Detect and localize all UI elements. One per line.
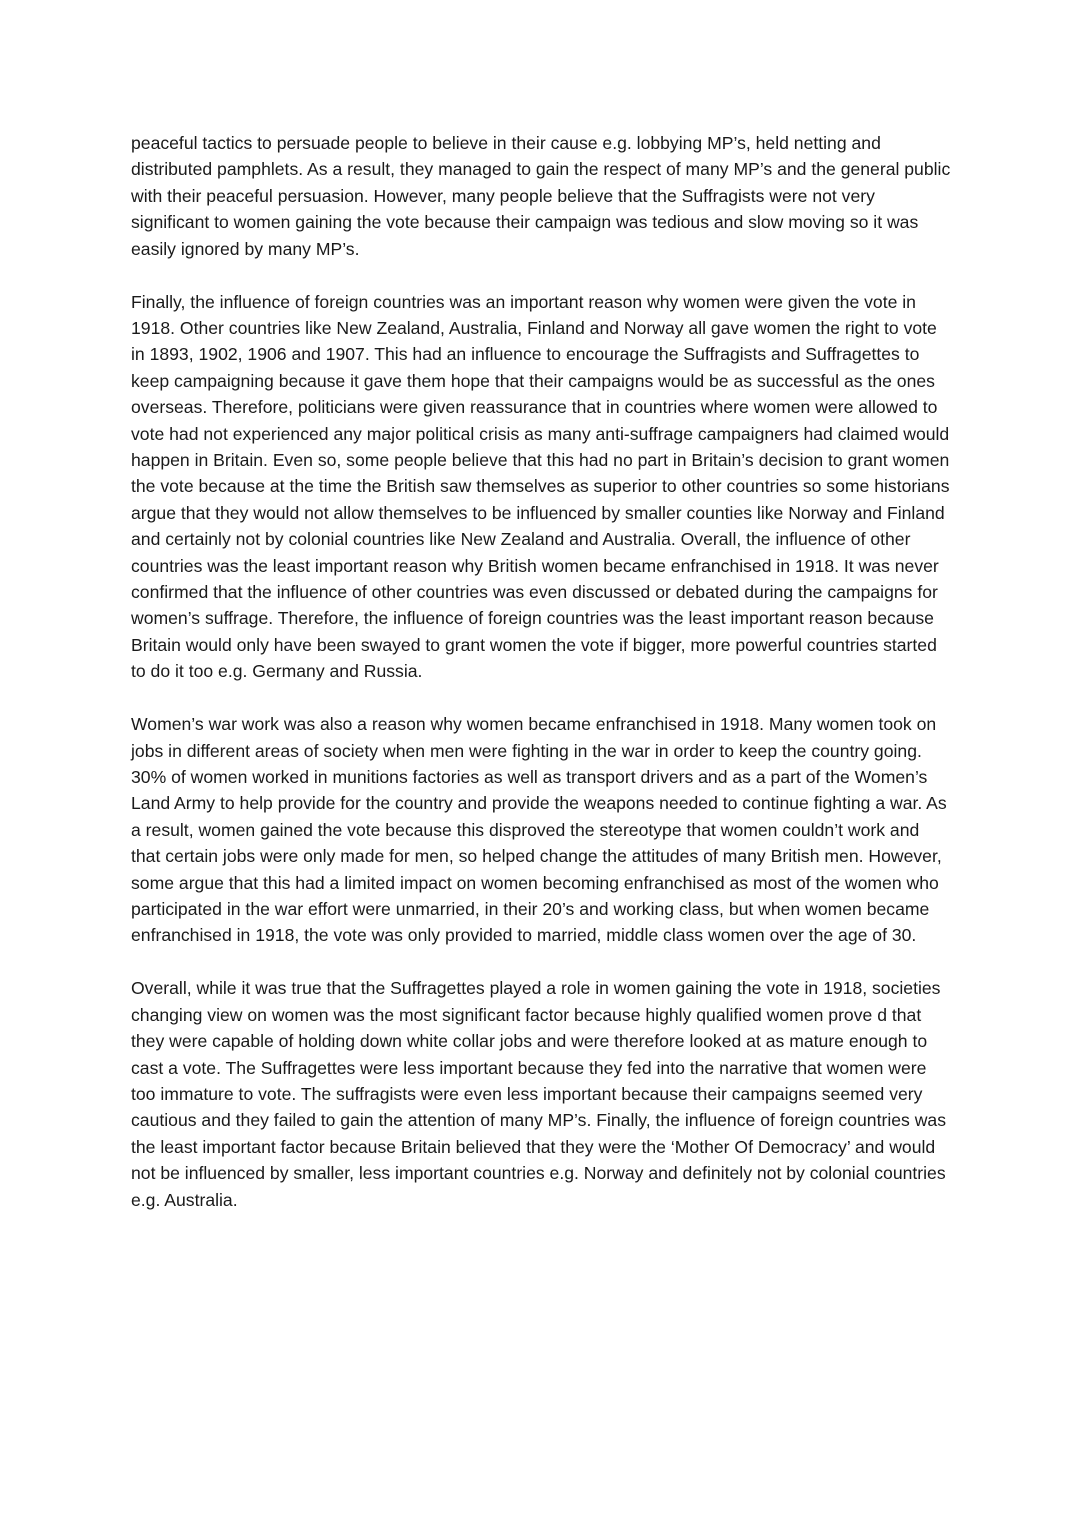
paragraph-suffragists: peaceful tactics to persuade people to believe in their cause e.g. lobbying MP’s, held netting and distributed pamphlets. As a result, they managed to gain the respect of many MP’s and the general public with their peaceful persuasion. However, many people believe that the Suffragists were not very significant to women gaining the vote because their campaign was tedious and slow moving so it was easily ignored by many MP’s. [131,133,951,259]
paragraph-war-work: Women’s war work was also a reason why women became enfranchised in 1918. Many women took on jobs in different areas of society when men were fighting in the war in order to keep the country going. 30% of women worked in munitions factories as well as transport drivers and as a part of the Women’s Land Army to help provide for the country and provide the weapons needed to continue fighting a war. As a result, women gained the vote because this disproved the stereotype that women couldn’t work and that certain jobs were only made for men, so helped change the attitudes of many British men. However, some argue that this had a limited impact on women becoming enfranchised as most of the women who participated in the war effort were unmarried, in their 20’s and working class, but when women became enfranchised in 1918, the vote was only provided to married, middle class women over the age of 30. [131,714,947,946]
paragraph-conclusion: Overall, while it was true that the Suffragettes played a role in women gaining the vote in 1918, societies changing view on women was the most significant factor because highly qualified women prove d that they were capable of holding down white collar jobs and were therefore looked at as mature enough to cast a vote. The Suffragettes were less important because they fed into the narrative that women were too immature to vote. The suffragists were even less important because their campaigns seemed very cautious and they failed to gain the attention of many MP’s. Finally, the influence of foreign countries was the least important factor because Britain believed that they were the ‘Mother Of Democracy’ and would not be influenced by smaller, less important countries e.g. Norway and definitely not by colonial countries e.g. Australia. [131,978,946,1210]
document-page [131,130,953,1213]
paragraph-foreign-countries: Finally, the influence of foreign countries was an important reason why women were given the vote in 1918. Other countries like New Zealand, Australia, Finland and Norway all gave women the right to vote in 1893, 1902, 1906 and 1907. This had an influence to encourage the Suffragists and Suffragettes to keep campaigning because it gave them hope that their campaigns would be as successful as the ones overseas. Therefore, politicians were given reassurance that in countries where women were allowed to vote had not experienced any major political crisis as many anti-suffrage campaigners had claimed would happen in Britain. Even so, some people believe that this had no part in Britain’s decision to grant women the vote because at the time the British saw themselves as superior to other countries so some historians argue that they would not allow themselves to be influenced by smaller counties like Norway and Finland and certainly not by colonial countries like New Zealand and Australia. Overall, the influence of other countries was the least important reason why British women became enfranchised in 1918. It was never confirmed that the influence of other countries was even discussed or debated during the campaigns for women’s suffrage. Therefore, the influence of foreign countries was the least important reason because Britain would only have been swayed to grant women the vote if bigger, more powerful countries started to do it too e.g. Germany and Russia. [131,291,950,682]
